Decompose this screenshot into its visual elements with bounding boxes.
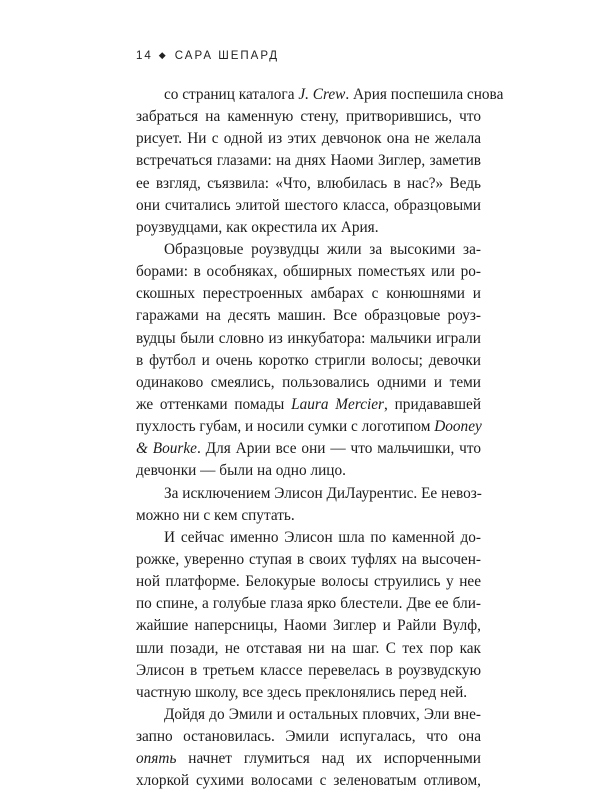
text-line — [136, 239, 481, 261]
text-line — [136, 615, 481, 637]
text-line — [136, 593, 481, 615]
text-line — [136, 394, 481, 416]
line-text: встречаться глазами: на днях Наоми Зиглер, заметив — [136, 152, 481, 170]
line-text: забраться на каменную стену, притворившись, что — [136, 108, 481, 126]
text-line — [136, 305, 481, 327]
text-line — [136, 195, 481, 217]
line-italic-text: & Bourke — [136, 440, 197, 458]
line-text: гаражами на десять машин. Все образцовые роуз- — [136, 307, 481, 325]
text-line — [136, 217, 481, 239]
line-text: Дойдя до Эмили и остальных пловчих, Эли вне- — [164, 705, 481, 723]
line-text: Образцовые роузвудцы жили за высокими за- — [164, 240, 481, 258]
line-text: роузвудцами, как окрестила их Ария. — [136, 218, 379, 236]
text-line — [136, 549, 481, 571]
text-line — [136, 173, 481, 195]
text-line — [136, 261, 481, 283]
text-line — [136, 505, 481, 527]
line-text: скошных перестроенных амбарах с конюшнями и — [136, 285, 481, 303]
line-text: со страниц каталога — [164, 86, 299, 103]
line-text: рожке, уверенно ступая в своих туфлях на высочен- — [136, 550, 481, 568]
line-text: запно остановилась. Эмили испугалась, что она — [136, 728, 481, 746]
line-italic-text: Dooney — [434, 418, 482, 436]
line-text: частную школу, все здесь преклонялись перед ней. — [136, 683, 468, 701]
line-text-after: . Для Арии все они — что мальчишки, что — [196, 440, 481, 458]
text-line — [136, 571, 481, 593]
line-text: же оттенками помады — [136, 395, 292, 413]
text-line — [136, 328, 481, 350]
line-text: в футбол и очень коротко стригли волосы; девочки — [136, 351, 481, 369]
line-text: борами: в особняках, обширных поместьях или ро- — [136, 263, 481, 281]
text-line — [136, 527, 481, 549]
paragraph — [136, 527, 481, 704]
line-text: они считались элитой шестого класса, образцовыми — [136, 196, 481, 214]
line-text: можно ни с кем спутать. — [136, 506, 295, 524]
page-number: 14 — [136, 50, 153, 62]
line-italic-text: Laura Mercier — [291, 395, 385, 413]
line-text: хлоркой сухими волосами с зеленоватым отливом, — [136, 772, 481, 790]
line-italic-text: J. Crew — [298, 86, 346, 103]
line-text: жайшие наперсницы, Наоми Зиглер и Райли Вулф, — [136, 617, 481, 635]
text-line — [136, 460, 481, 482]
text-line — [136, 128, 481, 150]
text-line — [136, 372, 481, 394]
line-text-after: начнет глумиться над их испорченными — [176, 750, 481, 768]
paragraph — [136, 84, 504, 239]
line-text: шли позади, не отставая ни на шаг. С тех пор как — [136, 639, 481, 657]
line-text: девчонки — были на одно лицо. — [136, 462, 346, 480]
text-line — [136, 704, 481, 726]
text-line — [136, 748, 481, 770]
text-line — [136, 726, 481, 748]
line-text: по спине, а голубые глаза ярко блестели. Две ее бли- — [136, 595, 481, 613]
text-line — [136, 283, 481, 305]
line-text-after: . Ария поспешила снова — [345, 86, 504, 103]
text-line — [136, 350, 481, 372]
text-line — [136, 770, 481, 792]
line-text: вудцы были словно из инкубатора: мальчики играли — [136, 329, 481, 347]
line-italic-text: опять — [136, 750, 177, 768]
paragraph — [136, 704, 481, 793]
paragraph — [136, 239, 481, 483]
line-text: одинаково смеялись, пользовались одними и теми — [136, 373, 481, 391]
text-line — [136, 84, 504, 106]
line-text: За исключением Элисон ДиЛаурентис. Ее невоз- — [164, 484, 482, 502]
text-line — [136, 416, 481, 438]
text-line — [136, 150, 481, 172]
text-line — [136, 483, 481, 505]
paragraph — [136, 483, 481, 527]
line-text: ной платформе. Белокурые волосы струились у нее — [136, 573, 481, 591]
running-header — [136, 50, 279, 62]
line-text-after: , придававшей — [384, 395, 482, 413]
running-title-author: САРА ШЕПАРД — [174, 50, 280, 62]
text-line — [136, 660, 481, 682]
line-text: Элисон в третьем классе перевелась в роузвудскую — [136, 661, 481, 679]
text-line — [136, 106, 481, 128]
header-separator-icon: ◆ — [158, 50, 168, 60]
line-text: И сейчас именно Элисон шла по каменной до- — [164, 528, 481, 546]
text-line — [136, 438, 481, 460]
line-text: рисует. Ни с одной из этих девчонок она не желала — [136, 130, 481, 148]
text-line — [136, 638, 481, 660]
text-line — [136, 682, 481, 704]
page-body — [136, 84, 504, 793]
line-text: ее взгляд, съязвила: «Что, влюбилась в нас?» Ведь — [136, 174, 481, 192]
line-text: пухлость губам, и носили сумки с логотипом — [136, 418, 435, 436]
